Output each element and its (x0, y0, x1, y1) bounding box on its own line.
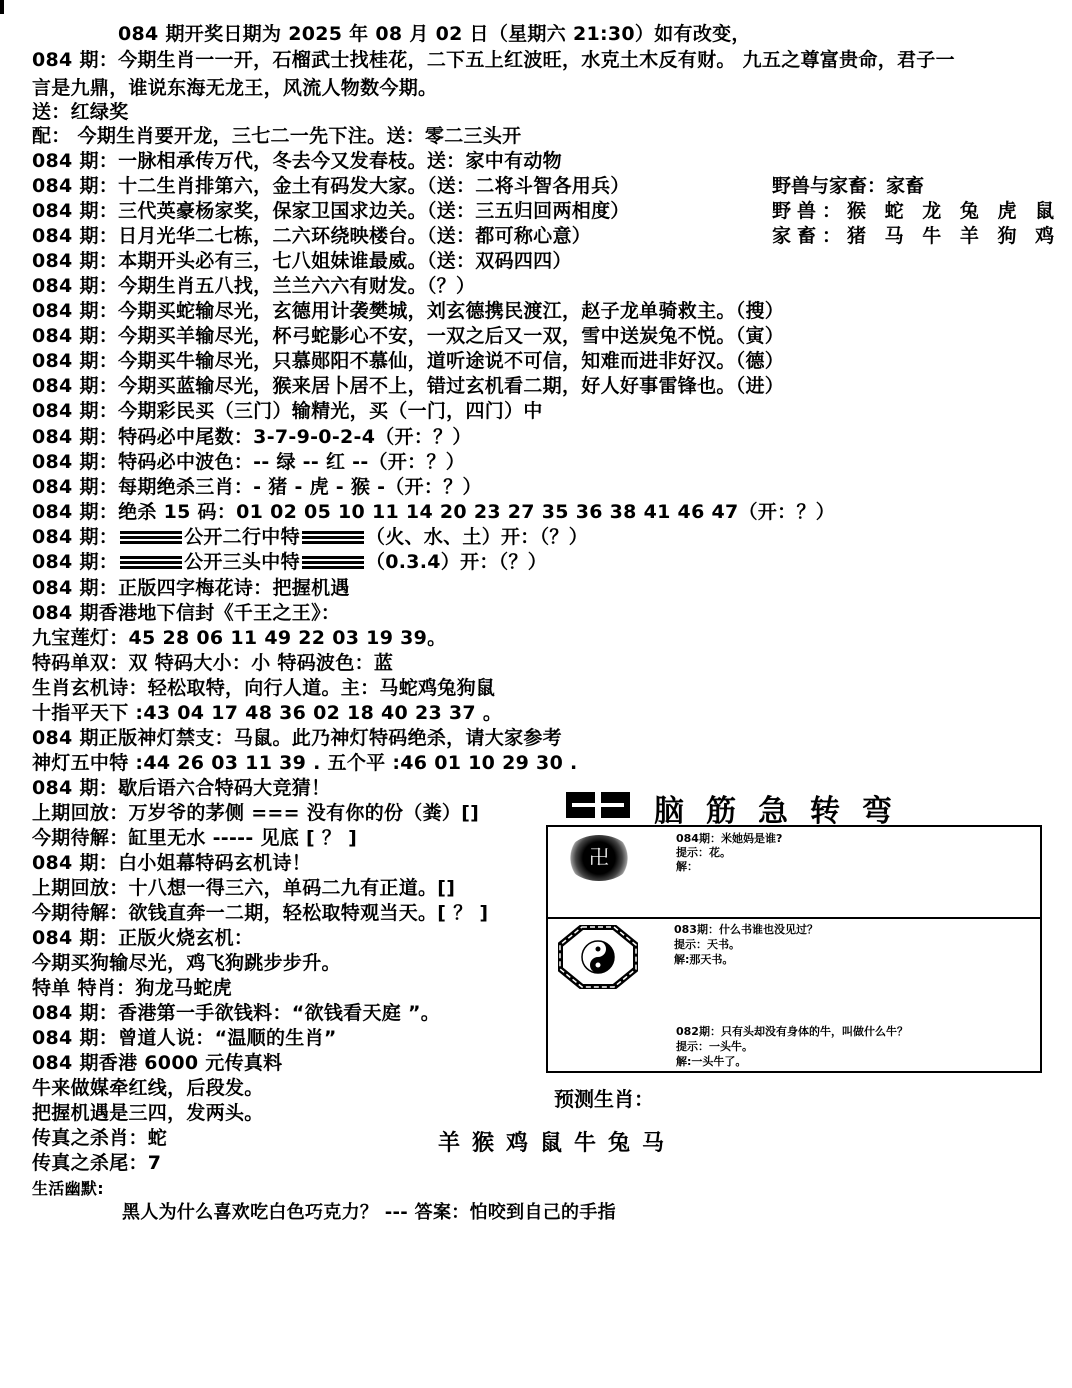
bars-icon (302, 556, 364, 570)
text-line: 084 期：今期买蓝输尽光，猴来居卜居不上，错过玄机看二期，好人好事雷锋也。（进） (32, 375, 785, 397)
text-line: 牛来做媒牵红线，后段发。 (32, 1077, 264, 1099)
text-line: 十指平天下 :43 04 17 48 36 02 18 40 23 37 。 (32, 702, 503, 724)
swastika-icon (566, 835, 632, 881)
riddle-1-answer: 解： (676, 860, 698, 873)
text-line: 084 期香港 6000 元传真料 (32, 1052, 283, 1074)
text-line: 今期买狗输尽光，鸡飞狗跳步步升。 (32, 952, 341, 974)
text-line: 084 期：今期生肖一一开，石榴武士找桂花，二下五上红波旺，水克土木反有财。 九五之尊富贵命，君子一 (32, 49, 955, 71)
line-tail-text: （0.3.4）开：（？） (365, 551, 548, 573)
text-line: 特码单双：双 特码大小：小 特码波色：蓝 (32, 652, 394, 674)
text-line: 084 期：今期彩民买（三门）输精光，买（一门，四门）中 (32, 400, 543, 422)
text-line: 上期回放：万岁爷的茅侧 === 没有你的份（粪）[] (32, 802, 480, 824)
bars-icon (120, 556, 182, 570)
text-line: 特单 特肖：狗龙马蛇虎 (32, 977, 232, 999)
brain-teaser-header (566, 790, 1016, 829)
riddle-2-question: 083期：什么书谁也没见过？ (674, 923, 818, 936)
riddle-3-hint: 提示：一头牛。 (676, 1040, 753, 1053)
text-line: 084 期：曾道人说：“温顺的生肖” (32, 1027, 337, 1049)
text-line: 把握机遇是三四，发两头。 (32, 1102, 264, 1124)
bars-icon (120, 531, 182, 545)
yin-yang-bagua-icon (558, 925, 638, 989)
text-line: 传真之杀肖：蛇 (32, 1127, 168, 1149)
five-element-line (32, 525, 588, 549)
corner-mark (0, 0, 4, 14)
text-line: 生肖玄机诗：轻松取特，向行人道。主：马蛇鸡兔狗鼠 (32, 677, 496, 699)
text-line: 084 期：一脉相承传万代，冬去今又发春枝。送：家中有动物 (32, 150, 562, 172)
swastika-glyph: 卍 (589, 845, 609, 869)
text-line: 配： 今期生肖要开龙，三七二一先下注。送：零二三头开 (32, 125, 522, 147)
text-line: 084 期香港地下信封《千王之王》： (32, 602, 341, 624)
prediction-zodiacs: 羊猴鸡鼠牛兔马 (438, 1130, 677, 1156)
animals-title: 野兽与家畜：家畜 (772, 175, 925, 197)
draw-date-line: 084 期开奖日期为 2025 年 08 月 02 日（星期六 21:30）如有改变， (118, 23, 751, 45)
text-line: 084 期：今期生肖五八找，兰兰六六有财发。（？） (32, 275, 476, 297)
bars-icon (302, 531, 364, 545)
text-line: 084 期：每期绝杀三肖：- 猪 - 虎 - 猴 -（开：？） (32, 476, 482, 498)
text-line: 084 期：绝杀 15 码：01 02 05 10 11 14 20 23 27 35 36 38 41 46 47（开：？） (32, 501, 836, 523)
period-label: 084 期： (32, 526, 119, 548)
text-line: 九宝莲灯：45 28 06 11 49 22 03 19 39。 (32, 627, 447, 649)
humor-joke: 黑人为什么喜欢吃白色巧克力？ --- 答案：怕咬到自己的手指 (122, 1202, 616, 1223)
line-middle-text: 公开三头中特 (184, 551, 300, 573)
text-line: 上期回放：十八想一得三六，单码二九有正道。[] (32, 877, 456, 899)
text-line: 送：红绿奖 (32, 101, 129, 123)
text-line: 084 期：香港第一手欲钱料：“欲钱看天庭 ”。 (32, 1002, 441, 1024)
text-line: 言是九鼎，谁说东海无龙王，风流人物数今期。 (32, 77, 438, 99)
riddle-2-answer: 解:那天书。 (674, 953, 734, 966)
text-line: 084 期：白小姐幕特码玄机诗！ (32, 852, 312, 874)
text-line: 084 期：今期买蛇输尽光，玄德用计袭樊城，刘玄德携民渡江，赵子龙单骑救主。（搜） (32, 300, 785, 322)
riddle-3-answer: 解:一头牛了。 (676, 1055, 747, 1068)
text-line: 今期待解：缸里无水 ----- 见底 [ ？ ] (32, 827, 358, 849)
brain-logo-icon (566, 792, 630, 818)
line-middle-text: 公开二行中特 (184, 526, 300, 548)
text-line: 084 期：十二生肖排第六，金土有码发大家。（送：二将斗智各用兵） (32, 175, 630, 197)
riddle-1-question: 084期：米她妈是谁? (676, 832, 783, 845)
text-line: 084 期正版神灯禁支：马鼠。此乃神灯特码绝杀，请大家参考 (32, 727, 562, 749)
text-line: 084 期：歇后语六合特码大竞猜！ (32, 777, 331, 799)
text-line: 084 期：正版火烧玄机： (32, 927, 254, 949)
riddle-1-hint: 提示：花。 (676, 846, 731, 859)
text-line: 今期待解：欲钱直奔一二期，轻松取特观当天。[ ？ ] (32, 902, 489, 924)
riddle-box (546, 825, 1042, 1073)
text-line: 神灯五中特 :44 26 03 11 39 . 五个平 :46 01 10 29 30 . (32, 752, 578, 774)
three-heads-line (32, 550, 547, 574)
text-line: 传真之杀尾：7 (32, 1152, 162, 1174)
period-label: 084 期： (32, 551, 119, 573)
riddle-2-hint: 提示：天书。 (674, 938, 740, 951)
line-tail-text: （火、水、土）开：（？） (365, 526, 588, 548)
text-line: 084 期：三代英豪杨家奖，保家卫国求边关。（送：三五归回两相度） (32, 200, 630, 222)
text-line: 084 期：特码必中波色：-- 绿 -- 红 --（开：？） (32, 451, 466, 473)
text-line: 084 期：正版四字梅花诗：把握机遇 (32, 577, 350, 599)
riddle-3-question: 082期：只有头却没有身体的牛，叫做什么牛？ (676, 1025, 908, 1038)
animals-domestic: 家畜：猪 马 牛 羊 狗 鸡 (772, 225, 1061, 247)
animals-wild: 野兽：猴 蛇 龙 兔 虎 鼠 (772, 200, 1061, 222)
brain-teaser-title: 脑筋急转弯 (654, 794, 914, 829)
riddle-divider (548, 917, 1040, 919)
text-line: 084 期：本期开头必有三，七八姐妹谁最威。（送：双码四四） (32, 250, 572, 272)
text-line: 084 期：特码必中尾数：3-7-9-0-2-4（开：？） (32, 426, 472, 448)
prediction-label: 预测生肖： (554, 1087, 654, 1111)
text-line: 084 期：日月光华二七栋，二六环绕映楼台。（送：都可称心意） (32, 225, 592, 247)
text-line: 084 期：今期买羊输尽光，杯弓蛇影心不安，一双之后又一双，雪中送炭兔不悦。（寅） (32, 325, 785, 347)
text-line: 084 期：今期买牛输尽光，只慕郧阳不慕仙，道听途说不可信，知难而进非好汉。（德） (32, 350, 785, 372)
humor-label: 生活幽默: (32, 1179, 104, 1198)
